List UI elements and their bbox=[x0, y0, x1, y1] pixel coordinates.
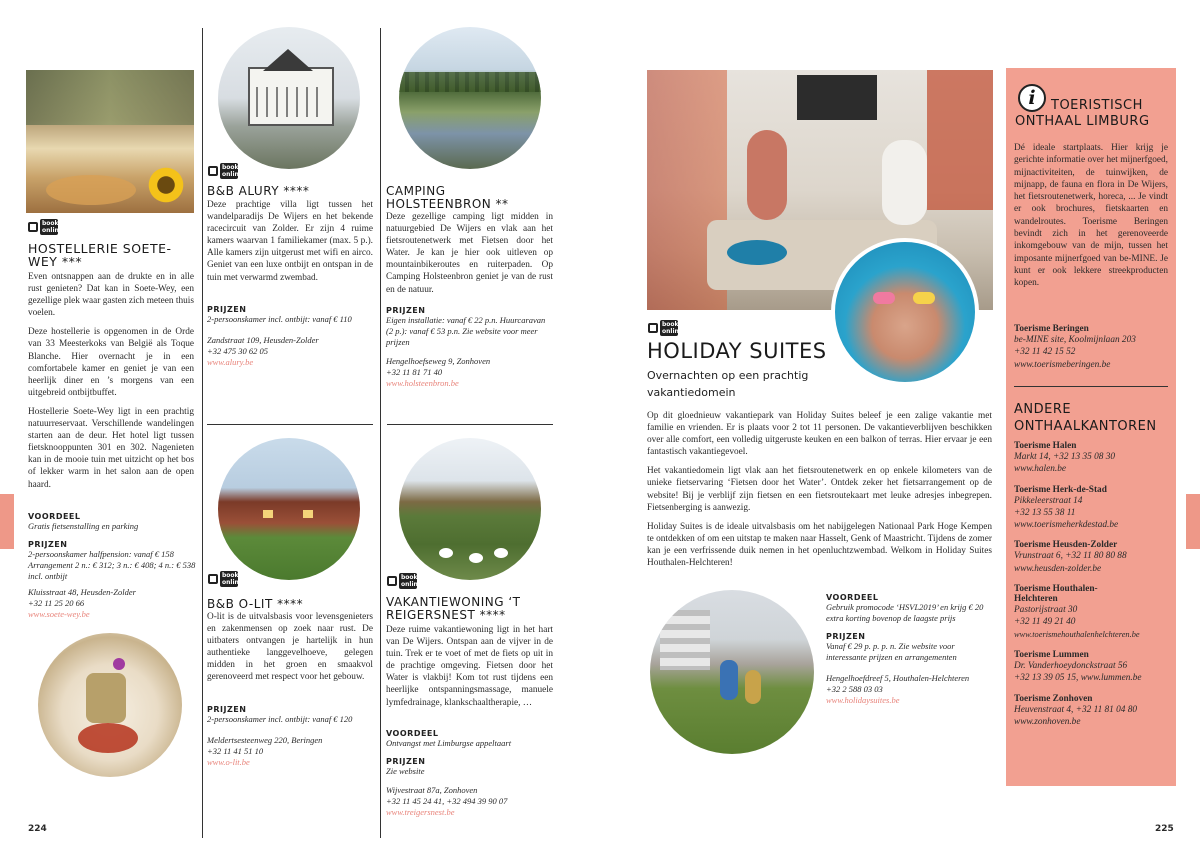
holiday-paragraph: Holiday Suites is de ideale uitvalsbasis om het nabijgelegen Nationaal Park Hoge Kempen te ontdekken of om een uitstap te maken naar Hasselt, Genk of Maastricht. Tijdens de zomer kan je een verfrissende duik nemen in het openluchtzwembad. Welkom in Holiday Suites Houthalen-Helchteren! bbox=[647, 521, 992, 569]
prijzen-label: PRIJZEN bbox=[386, 306, 426, 315]
prijzen-label: PRIJZEN bbox=[826, 632, 866, 641]
voordeel-label: VOORDEEL bbox=[826, 593, 879, 602]
hostellerie-description bbox=[28, 271, 194, 498]
office-address: be-MINE site, Koolmijnlaan 203 bbox=[1014, 335, 1136, 345]
office-item bbox=[1014, 485, 1174, 532]
column-divider bbox=[202, 28, 203, 838]
office-phone: +32 11 42 15 52 bbox=[1014, 347, 1076, 358]
olit-title: B&B O-LIT **** bbox=[207, 597, 304, 611]
prijzen-label: PRIJZEN bbox=[207, 305, 247, 314]
voordeel-label: VOORDEEL bbox=[386, 729, 439, 738]
book-online-badge: book online bbox=[208, 571, 236, 587]
website-link[interactable]: www.alury.be bbox=[207, 357, 254, 367]
book-online-badge: book online bbox=[387, 573, 415, 589]
phone: +32 475 30 62 05 bbox=[207, 346, 268, 356]
page-number-left: 224 bbox=[28, 824, 47, 834]
sidebar-intro: Dé ideale startplaats. Hier krijg je gerichte informatie over het mijnerfgoed, mijnactiviteiten, de tuinwijken, de mijnapp, de fauna en flora in De Wijers, het fietsroutenetwerk, horeca, ... Je vindt er ook brochures, fietskaarten en wandelroutes. Toerisme Beringen bevindt zich in het gerenoveerde inkomgebouw van de mijn, tussen het imposante mijnerfgoed van be-MINE. Je kunt er ook lekkere streekproducten kopen. bbox=[1014, 143, 1168, 289]
section-divider bbox=[207, 424, 373, 425]
address: Kluisstraat 48, Heusden-Zolder bbox=[28, 587, 136, 597]
page-tab-left bbox=[0, 494, 14, 549]
office-line: Heuvenstraat 4, +32 11 81 04 80 bbox=[1014, 704, 1138, 715]
reigersnest-photo bbox=[399, 438, 541, 580]
beringen-block bbox=[1014, 324, 1170, 371]
voordeel-label: VOORDEEL bbox=[28, 512, 81, 521]
camping-title: CAMPING HOLSTEENBRON ** bbox=[386, 184, 509, 211]
office-item bbox=[1014, 441, 1174, 476]
office-line: Pikkeleerstraat 14 bbox=[1014, 495, 1083, 506]
website-link[interactable]: www.holidaysuites.be bbox=[826, 695, 900, 705]
office-name: Toerisme Herk-de-Stad bbox=[1014, 484, 1107, 495]
camping-details bbox=[386, 301, 554, 388]
office-line: Dr. Vanderhoeydonckstraat 56 bbox=[1014, 660, 1128, 671]
phone: +32 11 81 71 40 bbox=[386, 367, 443, 377]
office-website[interactable]: www.heusden-zolder.be bbox=[1014, 563, 1102, 574]
info-icon: i bbox=[1018, 84, 1046, 112]
address: Wijvestraat 87a, Zonhoven bbox=[386, 785, 478, 795]
prijzen-label: PRIJZEN bbox=[386, 757, 426, 766]
alury-photo bbox=[218, 27, 360, 169]
holiday-description bbox=[647, 410, 992, 576]
olit-photo bbox=[218, 438, 360, 580]
camping-description: Deze gezellige camping ligt midden in natuurgebied De Wijers en vlak aan het fietsroutenetwerk met Fietsen door het Water. Je kan je hier ook uitleven op mountainbikeroutes en ruiterpaden. Op Camping Holsteenbron geniet je van de rust en de natuur. bbox=[386, 212, 553, 295]
section-divider bbox=[387, 424, 553, 425]
olit-description: O-lit is de uitvalsbasis voor levensgenieters en zakenmensen op zoek naar rust. De uitbaters ontvangen je hartelijk in hun authentieke langgevelhoeve, gelegen midden in het groen en smaakvol gerenoveerd met respect voor het gebouw. bbox=[207, 612, 373, 683]
office-website[interactable]: www.toerismehouthalenhelchteren.be bbox=[1014, 629, 1140, 639]
prijzen-text: Zie website bbox=[386, 766, 425, 776]
voordeel-text: Gratis fietsenstalling en parking bbox=[28, 521, 139, 531]
office-name: Toerisme Heusden-Zolder bbox=[1014, 540, 1118, 551]
reigersnest-description: Deze ruime vakantiewoning ligt in het hart van De Wijers. Ontspan aan de vijver in de tuin. Trek er te voet of met de fiets op uit in de prachtige omgeving. Fietsen door het Water is vlakbij! Kom tot rust tijdens een heerlijke ontspanningsmassage, manuele lymfedrainage, klankschaaltherapie, … bbox=[386, 625, 553, 708]
holiday-kids-photo bbox=[650, 590, 814, 754]
hostellerie-paragraph: Even ontsnappen aan de drukte en in alle rust genieten? Dat kan in Soete-Wey, een gezellige plek waar gasten zich meteen thuis voelen. bbox=[28, 272, 194, 319]
hostellerie-paragraph: Deze hostellerie is opgenomen in de Orde van 33 Meesterkoks van België als Toque Blanche. Hier overnacht je in een comfortabele kamer en geniet je van een heerlijk diner en ’s morgens van een uitgebreid ontbijtbuffet. bbox=[28, 327, 194, 398]
holiday-details bbox=[826, 588, 994, 705]
holiday-title: HOLIDAY SUITES bbox=[647, 339, 827, 363]
column-divider bbox=[380, 28, 381, 838]
address: Hengelhoefdreef 5, Houthalen-Helchteren bbox=[826, 673, 970, 683]
prijzen-text: Vanaf € 29 p. p. p. n. Zie website voor interessante prijzen en arrangementen bbox=[826, 641, 957, 662]
alury-title: B&B ALURY **** bbox=[207, 184, 310, 198]
hostellerie-title: HOSTELLERIE SOETE-WEY *** bbox=[28, 241, 172, 269]
office-item bbox=[1014, 694, 1174, 729]
prijzen-text: 2-persoonskamer halfpension: vanaf € 158 Arrangement 2 n.: € 312; 3 n.: € 408; 4 n.: € 538 incl. ontbijt bbox=[28, 549, 196, 581]
office-name: Toerisme Zonhoven bbox=[1014, 693, 1093, 704]
pool-kids-photo bbox=[831, 238, 979, 386]
prijzen-text: 2-persoonskamer incl. ontbijt: vanaf € 120 bbox=[207, 714, 353, 724]
address: Meldertsesteenweg 220, Beringen bbox=[207, 735, 323, 745]
office-item bbox=[1014, 650, 1174, 685]
page-number-right: 225 bbox=[1155, 824, 1174, 834]
prijzen-text: 2-persoonskamer incl. ontbijt: vanaf € 110 bbox=[207, 314, 352, 324]
office-line: +32 13 55 38 11 bbox=[1014, 507, 1076, 518]
tourist-info-sidebar bbox=[1006, 68, 1176, 786]
offices-list bbox=[1014, 441, 1174, 728]
office-name: Toerisme Halen bbox=[1014, 441, 1077, 451]
hostellerie-details bbox=[28, 507, 196, 619]
phone: +32 11 25 20 66 bbox=[28, 598, 85, 608]
reigersnest-title: VAKANTIEWONING ‘T REIGERSNEST **** bbox=[386, 595, 521, 622]
office-website[interactable]: www.toerismeherkdestad.be bbox=[1014, 520, 1119, 531]
website-link[interactable]: www.o-lit.be bbox=[207, 757, 250, 767]
andere-title: ANDERE ONTHAALKANTOREN bbox=[1014, 402, 1157, 434]
office-website[interactable]: www.zonhoven.be bbox=[1014, 716, 1081, 727]
phone: +32 11 41 51 10 bbox=[207, 746, 264, 756]
sidebar-divider bbox=[1014, 386, 1168, 387]
website-link[interactable]: www.holsteenbron.be bbox=[386, 378, 459, 388]
prijzen-label: PRIJZEN bbox=[28, 540, 68, 549]
office-website[interactable]: www.toerismeberingen.be bbox=[1014, 359, 1111, 370]
voordeel-text: Ontvangst met Limburgse appeltaart bbox=[386, 738, 512, 748]
office-line: Vrunstraat 6, +32 11 80 80 88 bbox=[1014, 551, 1127, 562]
website-link[interactable]: www.treigersnest.be bbox=[386, 807, 455, 817]
phone: +32 11 45 24 41, +32 494 39 90 07 bbox=[386, 796, 508, 806]
website-link[interactable]: www.soete-wey.be bbox=[28, 609, 90, 619]
holiday-paragraph: Het vakantiedomein ligt vlak aan het fietsroutenetwerk en op enkele kilometers van de unieke fietservaring ‘Fietsen door het Water’. Ontdek zeker het fietsarrangement op de website! Bij je verblijf zijn fietsen en een fietsroutekaart met leuke adresjes inbegrepen. Fietsenberging is aanwezig. bbox=[647, 466, 992, 513]
prijzen-text: Eigen installatie: vanaf € 22 p.n. Huurcaravan (2 p.): vanaf € 53 p.n. Zie website voor meer prijzen bbox=[386, 315, 546, 347]
address: Zandstraat 109, Heusden-Zolder bbox=[207, 335, 319, 345]
sidebar-title: TOERISTISCH ONTHAAL LIMBURG bbox=[1015, 98, 1150, 129]
prijzen-label: PRIJZEN bbox=[207, 705, 247, 714]
office-line: +32 13 39 05 15, www.lummen.be bbox=[1014, 673, 1142, 684]
office-name: Toerisme Lummen bbox=[1014, 649, 1089, 660]
book-online-badge: book online bbox=[208, 163, 236, 179]
office-website[interactable]: www.halen.be bbox=[1014, 464, 1066, 475]
office-name: Toerisme Houthalen-Helchteren bbox=[1014, 584, 1098, 605]
voordeel-text: Gebruik promocode ‘HSVL2019’ en krijg € 20 extra korting bovenop de laagste prijs bbox=[826, 602, 984, 623]
dish-photo bbox=[38, 633, 182, 777]
office-line: Markt 14, +32 13 35 08 30 bbox=[1014, 452, 1116, 462]
book-online-badge: book online bbox=[648, 320, 676, 336]
phone: +32 2 588 03 03 bbox=[826, 684, 883, 694]
alury-details bbox=[207, 300, 375, 367]
olit-details bbox=[207, 700, 375, 767]
office-line: +32 11 49 21 40 bbox=[1014, 617, 1076, 628]
reigersnest-details bbox=[386, 724, 554, 817]
hostellerie-photo bbox=[26, 70, 194, 213]
office-name: Toerisme Beringen bbox=[1014, 324, 1089, 334]
hostellerie-paragraph: Hostellerie Soete-Wey ligt in een prachtig natuurreservaat. Verschillende wandelingen starten aan de deur. Het hotel ligt tussen fietsknooppunten 301 en 302. Nagenieten kan in de mooie tuin met uitzicht op het bos of lekker warm in het salon aan de open haard. bbox=[28, 406, 194, 490]
address: Hengelhoefseweg 9, Zonhoven bbox=[386, 356, 491, 366]
holiday-paragraph: Op dit gloednieuw vakantiepark van Holiday Suites beleef je een zalige vakantie met familie en vrienden. Er is plaats voor 2 tot 11 personen. De vakantieverblijven beschikken over alle comfort, een volledig uitgeruste keuken en een balkon of terras. Hier ervaar je een fantastisch vakantiegevoel. bbox=[647, 411, 992, 458]
alury-description: Deze prachtige villa ligt tussen het wandelparadijs De Wijers en het bekende racecircuit van Zolder. Er zijn 4 ruime kamers waarvan 1 familiekamer (max. 5 p.). Alle kamers zijn uitgerust met wifi en airco. Geniet van een luxe ontbijt en ontspan in de tuin met verwarmd zwembad. bbox=[207, 200, 373, 283]
office-item bbox=[1014, 540, 1174, 575]
holiday-subtitle: Overnachten op een prachtig vakantiedomein bbox=[647, 369, 809, 399]
office-item bbox=[1014, 584, 1174, 641]
book-online-badge: book online bbox=[28, 219, 56, 235]
page-tab-right bbox=[1186, 494, 1200, 549]
camping-photo bbox=[399, 27, 541, 169]
office-line: Pastorijstraat 30 bbox=[1014, 605, 1078, 616]
